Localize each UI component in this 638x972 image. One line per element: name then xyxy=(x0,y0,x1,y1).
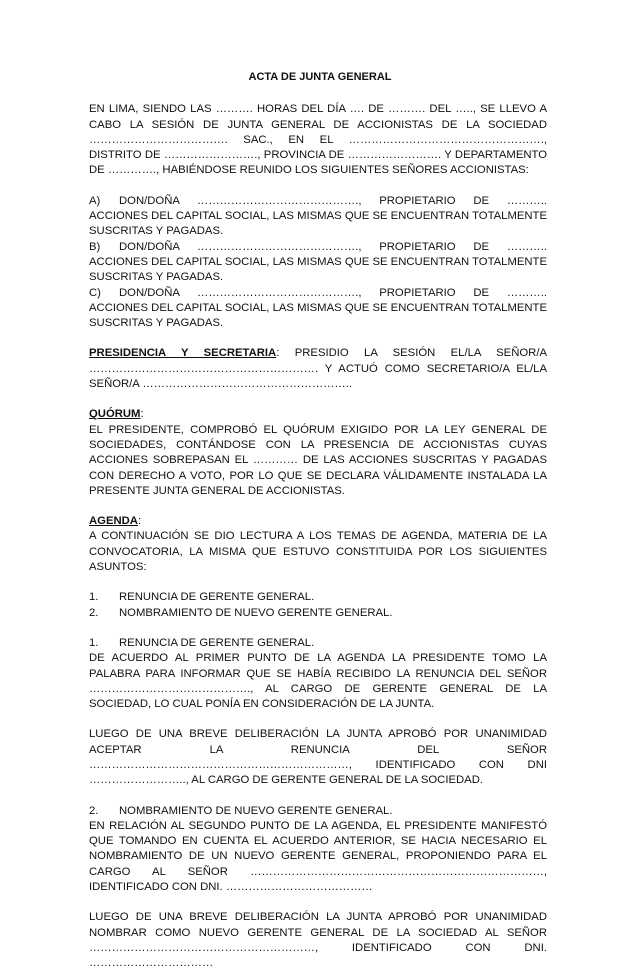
presidencia-text: : PRESIDIO LA SESIÓN EL/LA SEÑOR/A ……………………………………………………. Y ACTUÓ COMO SECRETARIO/A EL/LA SEÑOR/A ……………………………………………….. xyxy=(89,347,547,391)
document-title: ACTA DE JUNTA GENERAL xyxy=(248,71,392,83)
point1-title: RENUNCIA DE GERENTE GENERAL. xyxy=(119,636,315,649)
point2-paragraph: EN RELACIÓN AL SEGUNDO PUNTO DE LA AGENDA, EL PRESIDENTE MANIFESTÓ QUE TOMANDO EN CUENTA EL ACUERDO ANTERIOR, SE HACIA NECESARIO EL NOMBRAMIENTO DE UN NUEVO GERENTE GENERAL, PROPONIENDO PARA EL CARGO AL SEÑOR ……………………………………………………………………, IDENTIFICADO CON DNI. ………………………………… xyxy=(89,819,547,894)
agenda-item-number: 1. xyxy=(89,591,99,604)
shareholder-a xyxy=(89,194,547,240)
intro-paragraph: EN LIMA, SIENDO LAS ………. HORAS DEL DÍA …. DE ………. DEL ….., SE LLEVO A CABO LA SESIÓN DE JUNTA GENERAL DE ACCIONISTAS DE LA SOCIEDAD ………………………………. SAC., EN EL ……………………………………………., DISTRITO DE ……………………., PROVINCIA DE ……………………. Y DEPARTAMENTO DE …………., HABIÉNDOSE REUNIDO LOS SIGUIENTES SEÑORES ACCIONISTAS: xyxy=(89,103,547,177)
document-page xyxy=(89,70,547,972)
point1-number: 1. xyxy=(89,636,99,649)
point2-resolution: LUEGO DE UNA BREVE DELIBERACIÓN LA JUNTA APROBÓ POR UNANIMIDAD NOMBRAR COMO NUEVO GERENTE GENERAL DE LA SOCIEDAD AL SEÑOR ……………………………………………………, IDENTIFICADO CON DNI. …………………………… xyxy=(89,911,547,970)
point1-heading xyxy=(89,636,547,651)
agenda-label: AGENDA xyxy=(89,515,138,528)
presidencia-paragraph xyxy=(89,346,547,392)
quorum-label: QUÓRUM xyxy=(89,408,141,421)
agenda-item-2 xyxy=(89,606,547,621)
shareholder-b xyxy=(89,240,547,286)
agenda-paragraph: A CONTINUACIÓN SE DIO LECTURA A LOS TEMAS DE AGENDA, MATERIA DE LA CONVOCATORIA, LA MISMA QUE ESTUVO CONSTITUIDA POR LOS SIGUIENTES ASUNTOS: xyxy=(89,530,547,574)
point2-heading xyxy=(89,804,547,819)
shareholder-text: DON/DOÑA ……………………………………., PROPIETARIO DE ……….. ACCIONES DEL CAPITAL SOCIAL, LAS MISMAS QUE SE ENCUENTRAN TOTALMENTE SUSCRITAS Y PAGADAS. xyxy=(89,240,547,284)
quorum-paragraph: EL PRESIDENTE, COMPROBÓ EL QUÓRUM EXIGIDO POR LA LEY GENERAL DE SOCIEDADES, CONTÁNDOSE CON LA PRESENCIA DE ACCIONISTAS CUYAS ACCIONES SOBREPASAN EL ………… DE LAS ACCIONES SUSCRITAS Y PAGADAS CON DERECHO A VOTO, POR LO QUE SE DECLARA VÁLIDAMENTE INSTALADA LA PRESENTE JUNTA GENERAL DE ACCIONISTAS. xyxy=(89,423,547,497)
agenda-item-number: 2. xyxy=(89,606,99,619)
quorum-heading: QUÓRUM: xyxy=(89,408,144,421)
shareholder-text: DON/DOÑA ……………………………………., PROPIETARIO DE ……….. ACCIONES DEL CAPITAL SOCIAL, LAS MISMAS QUE SE ENCUENTRAN TOTALMENTE SUSCRITAS Y PAGADAS. xyxy=(89,194,547,238)
agenda-heading: AGENDA: xyxy=(89,515,142,528)
agenda-item-text: RENUNCIA DE GERENTE GENERAL. xyxy=(119,591,315,604)
presidencia-label: PRESIDENCIA Y SECRETARIA xyxy=(89,347,277,360)
point1-paragraph: DE ACUERDO AL PRIMER PUNTO DE LA AGENDA LA PRESIDENTE TOMO LA PALABRA PARA INFORMAR QUE SE HABÍA RECIBIDO LA RENUNCIA DEL SEÑOR ……………………………………., AL CARGO DE GERENTE GENERAL DE LA SOCIEDAD, LO CUAL PONÍA EN CONSIDERACIÓN DE LA JUNTA. xyxy=(89,652,547,711)
shareholder-letter: A) xyxy=(89,194,101,207)
point1-resolution: LUEGO DE UNA BREVE DELIBERACIÓN LA JUNTA APROBÓ POR UNANIMIDAD ACEPTAR LA RENUNCIA DEL SEÑOR ……………………………………………………………, IDENTIFICADO CON DNI …………………….., AL CARGO DE GERENTE GENERAL DE LA SOCIEDAD. xyxy=(89,728,547,787)
shareholder-letter: C) xyxy=(89,286,101,299)
agenda-item-text: NOMBRAMIENTO DE NUEVO GERENTE GENERAL. xyxy=(119,606,393,619)
point2-title: NOMBRAMIENTO DE NUEVO GERENTE GENERAL. xyxy=(119,804,393,817)
shareholder-letter: B) xyxy=(89,240,101,253)
shareholder-c xyxy=(89,286,547,332)
point2-number: 2. xyxy=(89,804,99,817)
shareholder-text: DON/DOÑA ……………………………………., PROPIETARIO DE ……….. ACCIONES DEL CAPITAL SOCIAL, LAS MISMAS QUE SE ENCUENTRAN TOTALMENTE SUSCRITAS Y PAGADAS. xyxy=(89,286,547,330)
agenda-item-1 xyxy=(89,590,547,605)
